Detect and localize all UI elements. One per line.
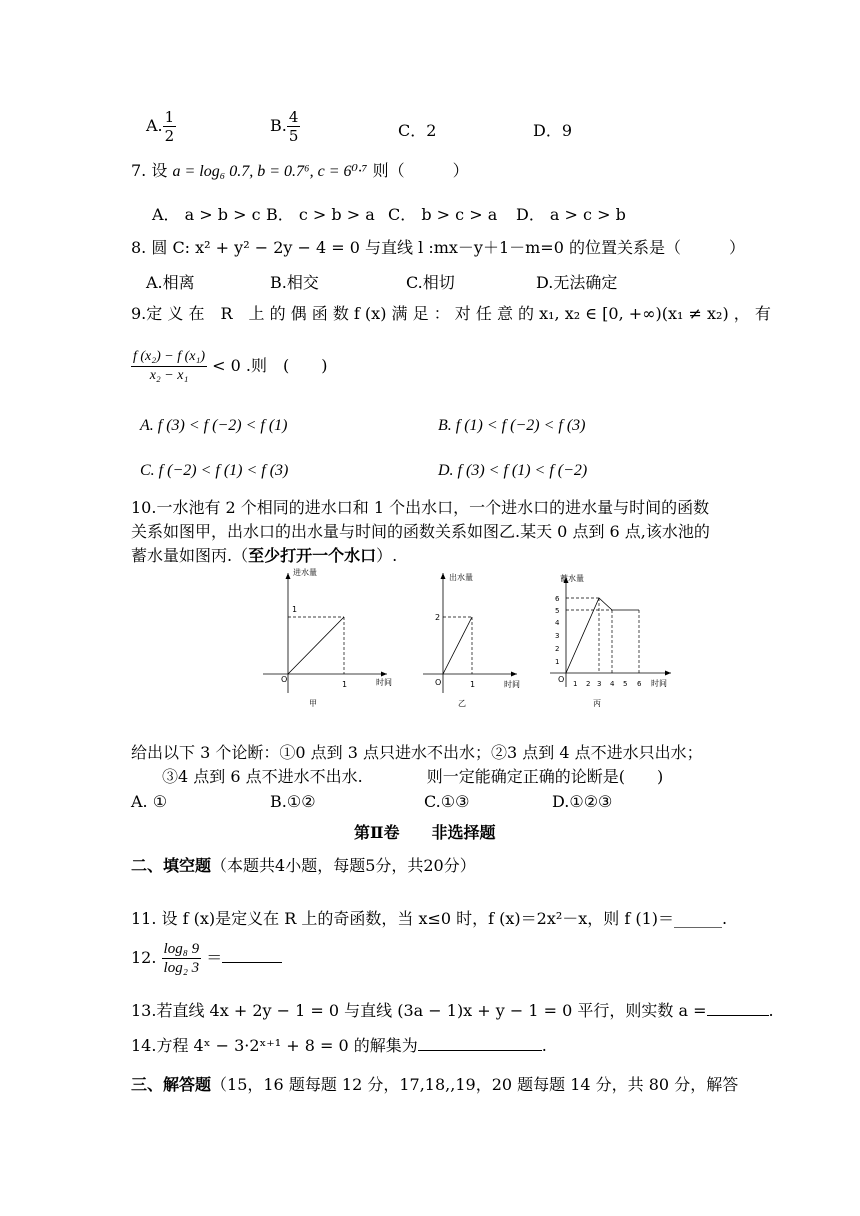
bing-xtick-1: 1 <box>573 680 578 688</box>
q7-option-c: C． b > c > a <box>388 205 498 224</box>
q9-option-c: C. f (−2) < f (1) < f (3) <box>140 462 289 479</box>
q7-option-a: A． a > b > c <box>152 205 261 224</box>
yi-origin: O <box>435 678 442 687</box>
q8-option-d: D.无法确定 <box>536 273 618 292</box>
jia-line <box>288 617 344 674</box>
q8-option-b: B.相交 <box>270 273 319 292</box>
q6-option-d: D．9 <box>533 121 573 140</box>
q10-claims-line-2: ③4 点到 6 点不进水不出水. 则一定能确定正确的论断是( ) <box>162 767 664 786</box>
bing-xtick-4: 4 <box>610 680 615 688</box>
yi-xtick: 1 <box>470 680 476 689</box>
chart-bing <box>550 573 671 708</box>
q7-option-b: B． c > b > a <box>266 205 375 224</box>
q7-option-d: D． a > c > b <box>516 205 626 224</box>
yi-xlabel: 时间 <box>504 680 520 689</box>
yi-caption: 乙 <box>458 699 466 708</box>
q13-blank <box>707 999 769 1016</box>
q11-text: 11. 设 f (x)是定义在 R 上的奇函数，当 x≤0 时，f (x)＝2x²－x，则 f (1)＝______. <box>131 909 728 928</box>
bing-ytick-4: 4 <box>555 619 560 627</box>
bing-x-arrow <box>665 671 671 676</box>
q6-option-c: C．2 <box>398 121 437 140</box>
q9-condition: $\frac{\text{f (x₂) − f (x₁)}}{\text{x₂ − x₁}}$ < 0 .则 ( ) <box>133 349 328 383</box>
yi-ylabel: 出水量 <box>449 573 473 582</box>
q10-figures <box>255 565 685 715</box>
part2-title: 第Ⅱ卷 非选择题 <box>354 823 496 842</box>
q10-line-1: 10.一水池有 2 个相同的进水口和 1 个出水口，一个进水口的进水量与时间的函数 <box>131 498 710 517</box>
jia-ytick: 1 <box>292 605 298 614</box>
jia-x-arrow <box>381 672 387 677</box>
jia-caption: 甲 <box>309 699 317 708</box>
bing-xtick-6: 6 <box>637 680 642 688</box>
yi-x-arrow <box>511 672 517 677</box>
bing-ytick-3: 3 <box>555 632 560 640</box>
jia-y-arrow <box>286 573 291 579</box>
q6-option-b: B. $\frac{4}{5}$ <box>270 108 299 145</box>
jia-xlabel: 时间 <box>376 678 392 687</box>
q8-stem: 8. 圆 C: x² + y² − 2y − 4 = 0 与直线 l :mx－y＋1－m=0 的位置关系是（ ） <box>131 238 745 257</box>
yi-y-arrow <box>441 573 446 579</box>
q9-option-d: D. f (3) < f (1) < f (−2) <box>438 462 588 479</box>
bing-origin: O <box>558 675 565 684</box>
q10-line-2: 关系如图甲，出水口的出水量与时间的函数关系如图乙.某天 0 点到 6 点,该水池的 <box>131 522 710 541</box>
q10-option-d: D.①②③ <box>552 792 613 811</box>
q8-option-a: A.相离 <box>146 273 195 292</box>
bing-ytick-2: 2 <box>555 645 560 653</box>
q9-option-a: A. f (3) < f (−2) < f (1) <box>140 417 288 434</box>
q9-option-b: B. f (1) < f (−2) < f (3) <box>438 417 586 434</box>
chart-jia <box>263 567 392 708</box>
chart-yi <box>423 572 520 708</box>
q13-text: 13.若直线 4x + 2y − 1 = 0 与直线 (3a − 1)x + y − 1 = 0 平行，则实数 a = . <box>131 1001 774 1020</box>
q10-option-b: B.①② <box>270 792 316 811</box>
q7-stem: 7. 设 a = log₆ 0.7, b = 0.7⁶, c = 6⁰·⁷ 则（ ） <box>131 161 469 180</box>
q10-claims-line-1: 给出以下 3 个论断：①0 点到 3 点只进水不出水；②3 点到 4 点不进水只出水； <box>131 743 703 762</box>
q9-stem: 9.定 义 在 R 上 的 偶 函 数 f (x) 满 足 ： 对 任 意 的 x₁, x₂ ∈ [0, +∞)(x₁ ≠ x₂) ， 有 <box>131 304 771 323</box>
q14-blank <box>418 1034 542 1051</box>
bing-xtick-2: 2 <box>586 680 591 688</box>
bing-xtick-3: 3 <box>597 680 602 688</box>
bing-ytick-5: 5 <box>555 607 560 615</box>
section3-heading: 三、解答题（15，16 题每题 12 分，17,18,,19，20 题每题 14 分，共 80 分，解答 <box>131 1075 739 1094</box>
section2-heading: 二、填空题（本题共4小题，每题5分，共20分） <box>131 856 476 875</box>
bing-ytick-1: 1 <box>555 658 560 666</box>
q8-option-c: C.相切 <box>406 273 455 292</box>
bing-xtick-5: 5 <box>623 680 628 688</box>
q14-text: 14.方程 4ˣ − 3·2ˣ⁺¹ + 8 = 0 的解集为 . <box>131 1036 547 1055</box>
jia-ylabel: 进水量 <box>293 568 317 577</box>
bing-xlabel: 时间 <box>651 679 667 688</box>
yi-line <box>443 617 472 674</box>
q10-option-c: C.①③ <box>424 792 470 811</box>
q12-text: 12. $\frac{\text{log₈ 9}}{\text{log₂ 3}}$ ＝ <box>131 940 282 977</box>
bing-ylabel: 蓄水量 <box>560 574 584 583</box>
jia-origin: O <box>281 675 288 684</box>
yi-ytick: 2 <box>435 613 441 622</box>
q10-line-3: 蓄水量如图丙.（至少打开一个水口）. <box>131 546 398 565</box>
jia-xtick: 1 <box>342 680 348 689</box>
q12-blank <box>222 946 282 963</box>
bing-caption: 丙 <box>593 699 601 708</box>
q6-option-a: A. $\frac{1}{2}$ <box>146 108 175 145</box>
bing-line <box>566 598 639 673</box>
q10-option-a: A. ① <box>131 792 168 811</box>
bing-ytick-6: 6 <box>555 595 560 603</box>
